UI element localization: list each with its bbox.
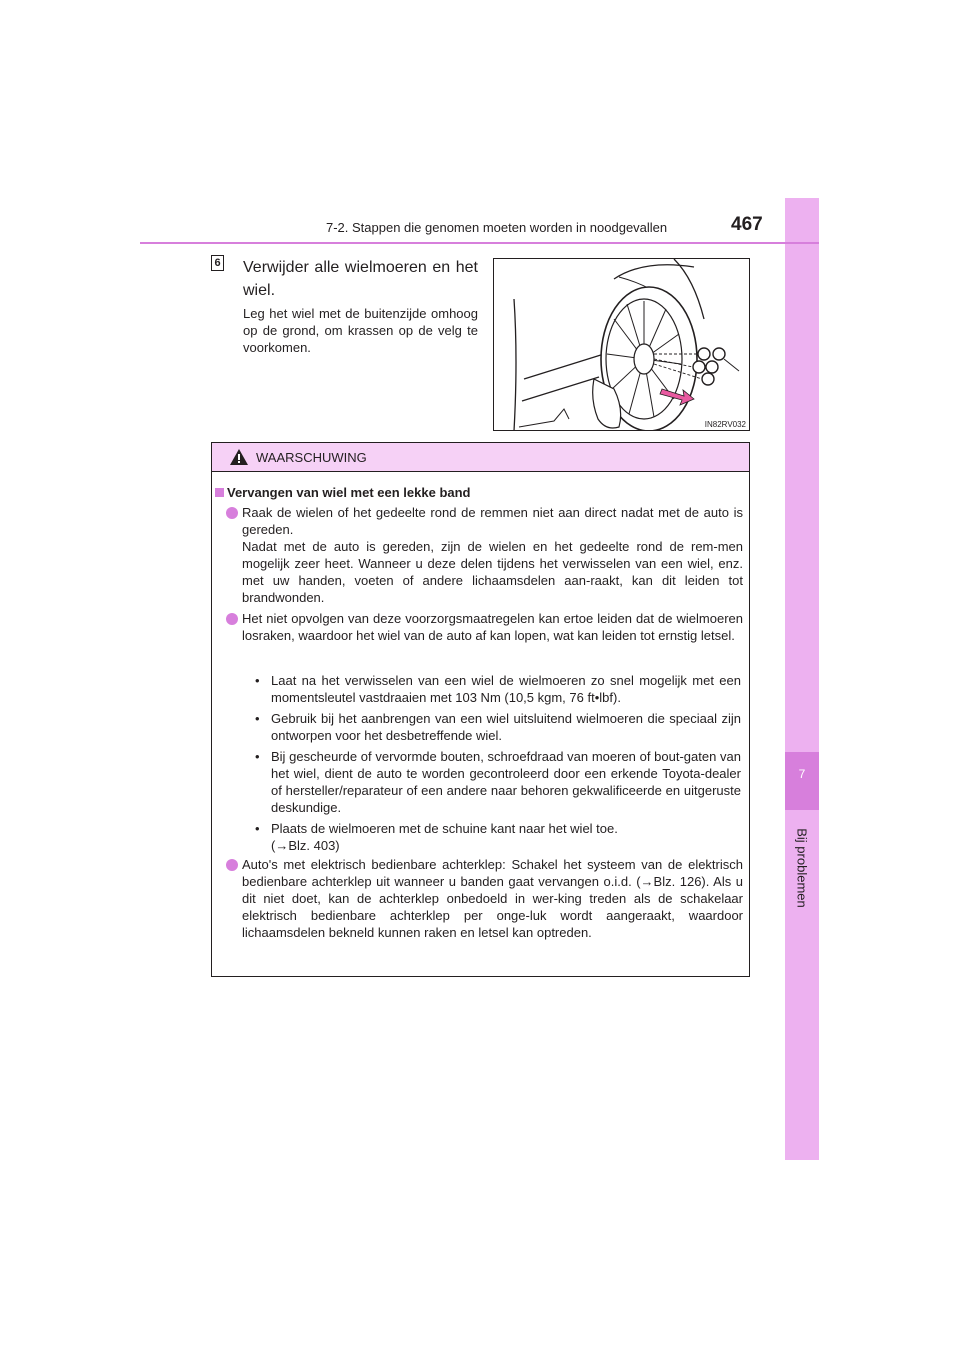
warning-subitem-4: Plaats de wielmoeren met de schuine kant naar het wiel toe.	[271, 821, 618, 836]
sub-bullet-dot: •	[255, 711, 260, 726]
step-note: Leg het wiel met de buitenzijde omhoog op de grond, om krassen op de velg te voorkomen.	[243, 306, 478, 355]
warning-triangle-icon	[229, 448, 249, 466]
bullet-icon	[226, 507, 238, 519]
bullet-icon	[226, 859, 238, 871]
wheel-drawing	[494, 259, 750, 431]
warning-subitem-1: Laat na het verwisselen van een wiel de wielmoeren zo snel mogelijk met een momentsleutel vastdraaien met 103 Nm (10,5 kgm, 76 ft•lbf).	[271, 673, 741, 705]
chapter-title: Bij problemen	[794, 828, 810, 908]
chapter-number: 7	[798, 767, 806, 781]
illustration-code: IN82RV032	[704, 420, 746, 429]
step-number-box: 6	[211, 255, 224, 271]
bullet-icon	[226, 613, 238, 625]
warning-paragraph-1b: Nadat met de auto is gereden, zijn de wielen en het gedeelte rond de rem-men mogelijk zeer heet. Wanneer u deze delen tijdens het verwisselen van een wiel, enz. met uw handen, voeten of andere lichaamsdelen aan-raakt, kan dit leiden tot brandwonden.	[242, 539, 743, 605]
warning-subitem-3: Bij gescheurde of vervormde bouten, schroefdraad van moeren of bout-gaten van het wiel, dient de auto te worden gecontroleerd door een erkende Toyota-dealer of hersteller/reparateur of een andere naar behoren gekwalificeerde en uitgeruste deskundige.	[271, 749, 741, 815]
page-number: 467	[731, 214, 763, 235]
warning-paragraph-2: Het niet opvolgen van deze voorzorgsmaatregelen kan ertoe leiden dat de wielmoeren losraken, waardoor het wiel van de auto af kan lopen, wat kan leiden tot ernstig letsel.	[242, 611, 743, 643]
wheel-removal-illustration	[493, 258, 750, 431]
header-divider	[140, 242, 819, 244]
lug-nuts	[693, 348, 725, 385]
warning-header	[212, 443, 749, 472]
sub-bullet-dot: •	[255, 821, 260, 836]
warning-subheading: Vervangen van wiel met een lekke band	[215, 484, 471, 501]
square-bullet-icon	[215, 488, 224, 497]
warning-box	[211, 442, 750, 977]
step-instruction: Verwijder alle wielmoeren en het wiel.	[243, 259, 478, 299]
sub-bullet-dot: •	[255, 673, 260, 688]
warning-subitem-4-ref: (→Blz. 403)	[271, 838, 340, 853]
warning-paragraph-3: Auto's met elektrisch bedienbare achterklep: Schakel het systeem van de elektrisch bedienbare achterklep uit wanneer u banden gaat vervangen o.i.d. (→Blz. 126). Als u dit niet doet, kan de achterklep onbedoeld in wer-king treden als de schakelaar elektrisch bedienbare achterklep per onge-luk wordt aangeraakt, waardoor lichaamsdelen bekneld kunnen raken en letsel kan optreden.	[242, 857, 743, 940]
sub-bullet-dot: •	[255, 749, 260, 764]
warning-subitem-2: Gebruik bij het aanbrengen van een wiel uitsluitend wielmoeren die speciaal zijn ontworpen voor het desbetreffende wiel.	[271, 711, 741, 743]
section-header: 7-2. Stappen die genomen moeten worden in noodgevallen	[326, 220, 668, 235]
chapter-side-tab	[785, 198, 819, 1160]
chapter-number-block	[785, 752, 819, 810]
warning-title: WAARSCHUWING	[256, 450, 367, 465]
warning-paragraph-1: Raak de wielen of het gedeelte rond de remmen niet aan direct nadat met de auto is gereden.	[242, 505, 743, 537]
